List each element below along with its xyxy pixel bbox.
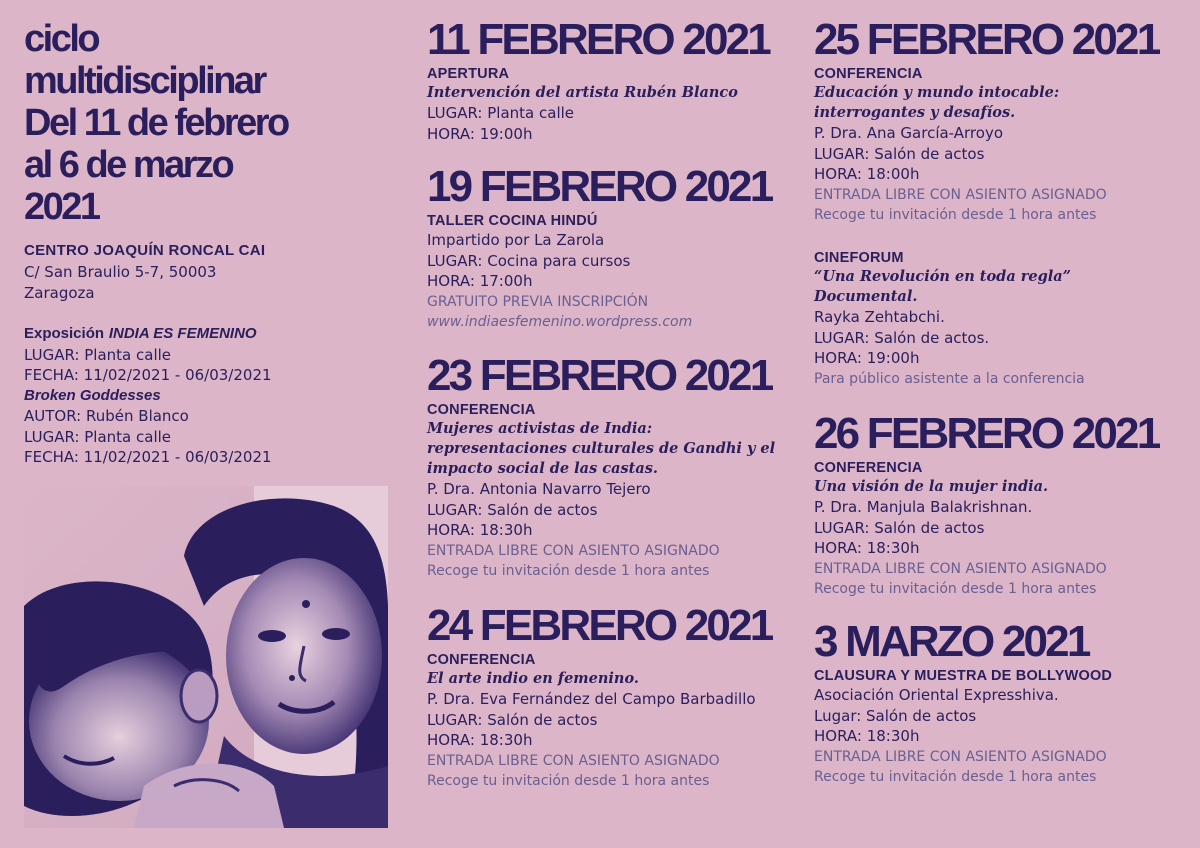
cycle-title [24, 18, 288, 228]
event-type: CLAUSURA Y MUESTRA DE BOLLYWOOD [814, 668, 1113, 684]
event-time: HORA: 18:30h [427, 731, 533, 749]
event-time: HORA: 17:00h [427, 272, 533, 290]
event-feb-25 [814, 15, 1194, 226]
event-date: 26 FEBRERO 2021 [814, 409, 1159, 458]
event-talk: “Una Revolución en toda regla” Documental. [814, 268, 1072, 305]
mother-child-photo [24, 486, 388, 828]
event-date: 23 FEBRERO 2021 [427, 351, 772, 400]
event-date: 19 FEBRERO 2021 [427, 162, 772, 211]
event-place: LUGAR: Planta calle [427, 104, 575, 122]
event-speaker: P. Dra. Antonia Navarro Tejero [427, 480, 651, 498]
event-note: ENTRADA LIBRE CON ASIENTO ASIGNADO [814, 560, 1107, 577]
event-place: LUGAR: Salón de actos. [814, 328, 990, 347]
title-line: ciclo [24, 18, 99, 60]
exhibition-2-place: LUGAR: Planta calle [24, 427, 172, 446]
event-type: CONFERENCIA [814, 66, 923, 82]
event-place: LUGAR: Cocina para cursos [427, 251, 631, 270]
event-note-2: Recoge tu invitación desde 1 hora antes [814, 769, 1097, 785]
event-note: ENTRADA LIBRE CON ASIENTO ASIGNADO [427, 752, 720, 769]
event-talk: Mujeres activistas de India: representaciones culturales de Gandhi y el impacto social de las castas. [427, 420, 776, 477]
event-note: ENTRADA LIBRE CON ASIENTO ASIGNADO [814, 748, 1107, 765]
event-type: APERTURA [427, 66, 510, 82]
event-time: HORA: 19:00h [427, 124, 533, 143]
title-line: multidisciplinar [24, 60, 265, 102]
venue-address-city: Zaragoza [24, 284, 95, 302]
event-time: HORA: 18:30h [814, 539, 920, 557]
venue-address-street: C/ San Braulio 5-7, 50003 [24, 263, 217, 281]
event-date: 25 FEBRERO 2021 [814, 15, 1159, 64]
exhibition-1-title [24, 323, 404, 345]
exhibitions [24, 323, 404, 468]
event-note: ENTRADA LIBRE CON ASIENTO ASIGNADO [814, 186, 1107, 203]
event-talk: Intervención del artista Rubén Blanco [427, 84, 738, 101]
title-line: 2021 [24, 186, 99, 228]
event-type: CINEFORUM [814, 250, 904, 266]
title-line: Del 11 de febrero [24, 102, 288, 144]
event-url-link[interactable]: www.indiaesfemenino.wordpress.com [427, 314, 693, 330]
venue-address [24, 262, 216, 304]
event-feb-11 [427, 15, 807, 144]
event-place: LUGAR: Salón de actos [427, 500, 598, 519]
event-type: CONFERENCIA [427, 402, 536, 418]
exhibition-1-place: LUGAR: Planta calle [24, 345, 172, 364]
event-feb-23 [427, 351, 807, 582]
event-note: Para público asistente a la conferencia [814, 370, 1085, 387]
title-line: al 6 de marzo [24, 144, 233, 186]
exhibition-2-author: AUTOR: Rubén Blanco [24, 407, 189, 425]
event-feb-26 [814, 409, 1194, 600]
event-date: 3 MARZO 2021 [814, 617, 1089, 666]
event-talk: Educación y mundo intocable: interrogantes y desafíos. [814, 84, 1060, 121]
event-talk: El arte indio en femenino. [427, 670, 639, 687]
exhibition-prefix: Exposición [24, 325, 105, 342]
event-time: HORA: 18:30h [814, 727, 920, 745]
event-note-2: Recoge tu invitación desde 1 hora antes [814, 581, 1097, 597]
event-talk: Una visión de la mujer india. [814, 478, 1049, 495]
photo-illustration [24, 486, 388, 828]
exhibition-2-dates: FECHA: 11/02/2021 - 06/03/2021 [24, 448, 272, 466]
event-director: Rayka Zehtabchi. [814, 308, 945, 326]
event-cineforum [814, 250, 1194, 389]
event-date: 24 FEBRERO 2021 [427, 601, 772, 650]
event-place: LUGAR: Salón de actos [814, 518, 985, 537]
event-place: LUGAR: Salón de actos [814, 144, 985, 163]
event-feb-24 [427, 601, 807, 792]
exhibition-1-dates: FECHA: 11/02/2021 - 06/03/2021 [24, 366, 272, 384]
event-speaker: P. Dra. Eva Fernández del Campo Barbadillo [427, 690, 756, 708]
event-type: CONFERENCIA [814, 460, 923, 476]
event-mar-3 [814, 617, 1194, 788]
event-type: CONFERENCIA [427, 652, 536, 668]
exhibition-name: INDIA ES FEMENINO [108, 325, 257, 342]
exhibition-2-title: Broken Goddesses [24, 386, 161, 404]
event-place: LUGAR: Salón de actos [427, 710, 598, 729]
event-note: ENTRADA LIBRE CON ASIENTO ASIGNADO [427, 542, 720, 559]
event-note-2: Recoge tu invitación desde 1 hora antes [427, 773, 710, 789]
event-place: Lugar: Salón de actos [814, 706, 977, 725]
event-time: HORA: 18:30h [427, 521, 533, 539]
event-date: 11 FEBRERO 2021 [427, 15, 769, 64]
event-speaker: P. Dra. Ana García-Arroyo [814, 124, 1003, 142]
event-note-2: Recoge tu invitación desde 1 hora antes [814, 207, 1097, 223]
event-note: GRATUITO PREVIA INSCRIPCIÓN [427, 293, 649, 310]
event-instructor: Impartido por La Zarola [427, 231, 605, 249]
event-speaker: P. Dra. Manjula Balakrishnan. [814, 498, 1033, 516]
event-type: TALLER COCINA HINDÚ [427, 213, 598, 229]
event-time: HORA: 19:00h [814, 349, 920, 367]
event-feb-19 [427, 162, 807, 333]
event-time: HORA: 18:00h [814, 165, 920, 183]
venue-name: CENTRO JOAQUÍN RONCAL CAI [24, 242, 266, 259]
event-note-2: Recoge tu invitación desde 1 hora antes [427, 563, 710, 579]
event-performer: Asociación Oriental Expresshiva. [814, 686, 1059, 704]
